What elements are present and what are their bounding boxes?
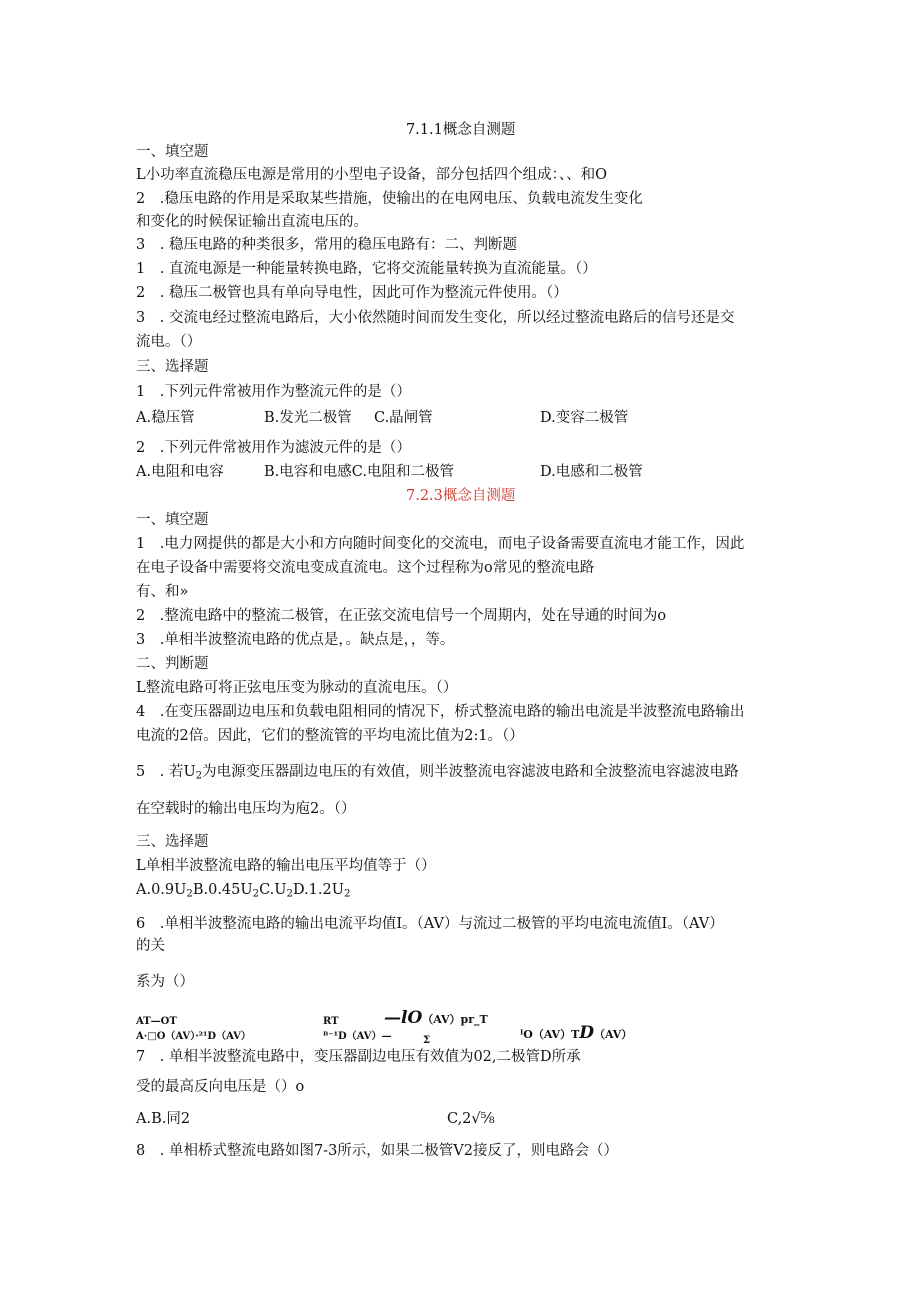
- question-text: 3 .单相半波整流电路的优点是，。缺点是，，等。: [136, 632, 455, 648]
- formula-fragment: A·□O（AV）·²¹D（AV）: [136, 1031, 251, 1042]
- formula-fragment: [520, 1024, 632, 1044]
- question-text: 2 .整流电路中的整流二极管，在正弦交流电信号一个周期内，处在导通的时间为o: [136, 608, 667, 624]
- formula-fragment: Σ: [423, 1035, 431, 1046]
- options-line: [136, 881, 350, 899]
- question-text: L单相半波整流电路的输出电压平均值等于（）: [136, 858, 436, 874]
- section-title-7-1-1: 7.1.1概念自测题: [406, 122, 516, 138]
- question-text: 7 . 单相半波整流电路中，变压器副边电压有效值为02,二极管D所承: [136, 1049, 581, 1065]
- question-text: 在电子设备中需要将交流电变成直流电。这个过程称为o常见的整流电路: [136, 560, 595, 576]
- formula-italic: D: [579, 1023, 595, 1043]
- subscript: 2: [186, 888, 193, 900]
- subscript: 2: [286, 888, 293, 900]
- question-text: 8 . 单相桥式整流电路如图7-3所示，如果二极管V2接反了，则电路会（）: [136, 1143, 618, 1159]
- option-b: B.发光二极管: [264, 410, 352, 426]
- option-d: D.1.2U: [292, 882, 344, 898]
- heading-choice: 三、选择题: [136, 359, 209, 375]
- question-text: 6 .单相半波整流电路的输出电流平均值I。（AV）与流过二极管的平均电流电流值I。（AV）: [136, 916, 724, 932]
- question-text: 的关: [136, 938, 165, 954]
- option-ab: A.B.同2: [136, 1111, 191, 1127]
- question-text: 1 . 直流电源是一种能量转换电路，它将交流能量转换为直流能量。（）: [136, 261, 597, 277]
- option-d: D.变容二极管: [540, 410, 629, 426]
- heading-choice: 三、选择题: [136, 834, 209, 850]
- formula-italic: —lO: [384, 1008, 423, 1028]
- question-text: 受的最高反向电压是（）o: [136, 1079, 305, 1095]
- question-text: 2 .下列元件常被用作为滤波元件的是（）: [136, 440, 411, 456]
- heading-judge: 二、判断题: [136, 656, 209, 672]
- formula-fragment: [384, 1009, 488, 1029]
- question-text: 1 .电力网提供的都是大小和方向随时间变化的交流电，而电子设备需要直流电才能工作，因此: [136, 536, 745, 552]
- question-text: L小功率直流稳压电源是常用的小型电子设备，部分包括四个组成：、、和O: [136, 167, 608, 183]
- subscript: 2: [252, 888, 260, 900]
- question-text: 3 . 交流电经过整流电路后，大小依然随时间而发生变化，所以经过整流电路后的信号还是交: [136, 310, 735, 326]
- option-c: C,2√⅝: [447, 1111, 495, 1127]
- option-b: B.0.45U: [192, 882, 253, 898]
- text-fragment: 为电源变压器副边电压的有效值，则半波整流电容滤波电路和全波整流电容滤波电路: [202, 764, 739, 780]
- question-text: 3 . 稳压电路的种类很多，常用的稳压电路有：二、判断题: [136, 237, 517, 253]
- question-text: 1 .下列元件常被用作为整流元件的是（）: [136, 384, 411, 400]
- option-a: A.稳压管: [136, 410, 195, 426]
- question-text: 系为（）: [136, 974, 194, 990]
- question-text: [136, 763, 739, 781]
- question-text: 2 . 稳压二极管也具有单向导电性，因此可作为整流元件使用。（）: [136, 285, 568, 301]
- question-text: 2 .稳压电路的作用是采取某些措施，使输出的在电网电压、负载电流发生变化: [136, 191, 643, 207]
- option-a: A.电阻和电容: [136, 464, 224, 480]
- formula-text: （AV）pr_T: [422, 1013, 488, 1026]
- section-title-7-2-3: 7.2.3概念自测题: [406, 488, 516, 504]
- heading-fill-blank: 一、填空题: [136, 512, 209, 528]
- question-text: L整流电路可将正弦电压变为脉动的直流电压。（）: [136, 680, 458, 696]
- question-text: 4 .在变压器副边电压和负载电阻相同的情况下，桥式整流电路的输出电流是半波整流电路输出: [136, 704, 745, 720]
- question-text: 流电。（）: [136, 334, 202, 350]
- subscript: 2: [195, 770, 203, 782]
- formula-text: （AV）: [594, 1028, 633, 1041]
- formula-text: ᴵO（AV）T: [520, 1028, 580, 1041]
- option-a: A.0.9U: [136, 882, 187, 898]
- option-d: D.电感和二极管: [540, 464, 643, 480]
- option-c: C.晶闸管: [374, 410, 433, 426]
- question-text: 在空载时的输出电压均为庖2。（）: [136, 801, 356, 817]
- text-fragment: 5 . 若U: [136, 764, 196, 780]
- question-text: 电流的2倍。因此，它们的整流管的平均电流比值为2:1。（）: [136, 728, 524, 744]
- heading-fill-blank: 一、填空题: [136, 144, 209, 160]
- option-c: C.U: [259, 882, 287, 898]
- subscript: 2: [343, 888, 351, 900]
- formula-fragment: AT—OT: [136, 1016, 177, 1027]
- question-text: 有、和»: [136, 584, 189, 600]
- question-text: 和变化的时候保证输出直流电压的。: [136, 214, 368, 230]
- formula-fragment: ᴮ⁻¹D（AV）—: [323, 1031, 392, 1042]
- formula-fragment: RT: [323, 1016, 339, 1027]
- option-bc: B.电容和电感C.电阻和二极管: [264, 464, 454, 480]
